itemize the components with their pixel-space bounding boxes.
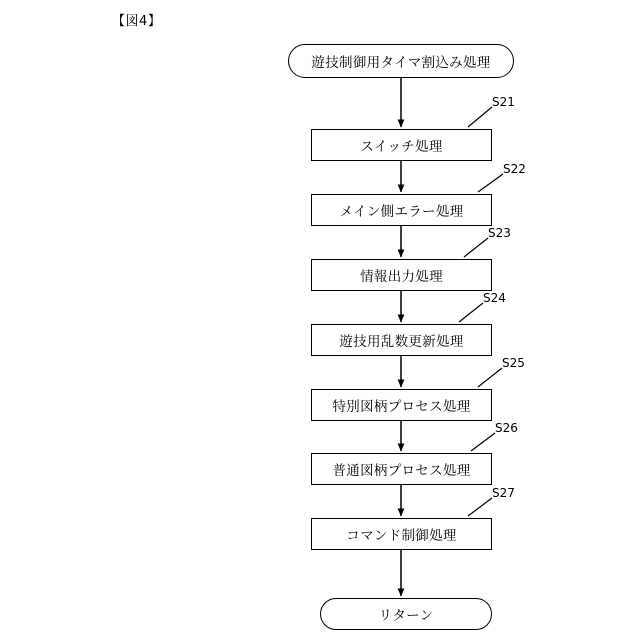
flow-node-s25 bbox=[311, 389, 492, 421]
flow-node-s21-label: スイッチ処理 bbox=[360, 139, 443, 155]
flow-node-s26-label: 普通図柄プロセス処理 bbox=[332, 463, 471, 479]
flow-node-start bbox=[288, 44, 514, 78]
figure-label: 【図4】 bbox=[112, 14, 162, 29]
flow-node-s23-label: 情報出力処理 bbox=[360, 269, 443, 285]
step-label-s24: S24 bbox=[483, 291, 506, 305]
flow-node-s24 bbox=[311, 324, 492, 356]
step-label-s21: S21 bbox=[492, 95, 515, 109]
step-label-s25: S25 bbox=[502, 356, 525, 370]
flow-node-s22 bbox=[311, 194, 492, 226]
flow-node-s25-label: 特別図柄プロセス処理 bbox=[332, 399, 471, 415]
step-label-s22: S22 bbox=[503, 162, 526, 176]
flow-node-s21 bbox=[311, 129, 492, 161]
flow-node-s27-label: コマンド制御処理 bbox=[346, 528, 457, 544]
flow-node-s23 bbox=[311, 259, 492, 291]
flow-node-s22-label: メイン側エラー処理 bbox=[339, 204, 464, 220]
step-label-s27: S27 bbox=[492, 486, 515, 500]
flow-node-return-label: リターン bbox=[378, 608, 434, 624]
step-label-s23: S23 bbox=[488, 226, 511, 240]
flow-node-return bbox=[320, 598, 492, 630]
flow-node-s24-label: 遊技用乱数更新処理 bbox=[339, 334, 464, 350]
flow-node-s27 bbox=[311, 518, 492, 550]
step-label-s26: S26 bbox=[495, 421, 518, 435]
flow-node-start-label: 遊技制御用タイマ割込み処理 bbox=[311, 55, 491, 71]
flow-node-s26 bbox=[311, 453, 492, 485]
